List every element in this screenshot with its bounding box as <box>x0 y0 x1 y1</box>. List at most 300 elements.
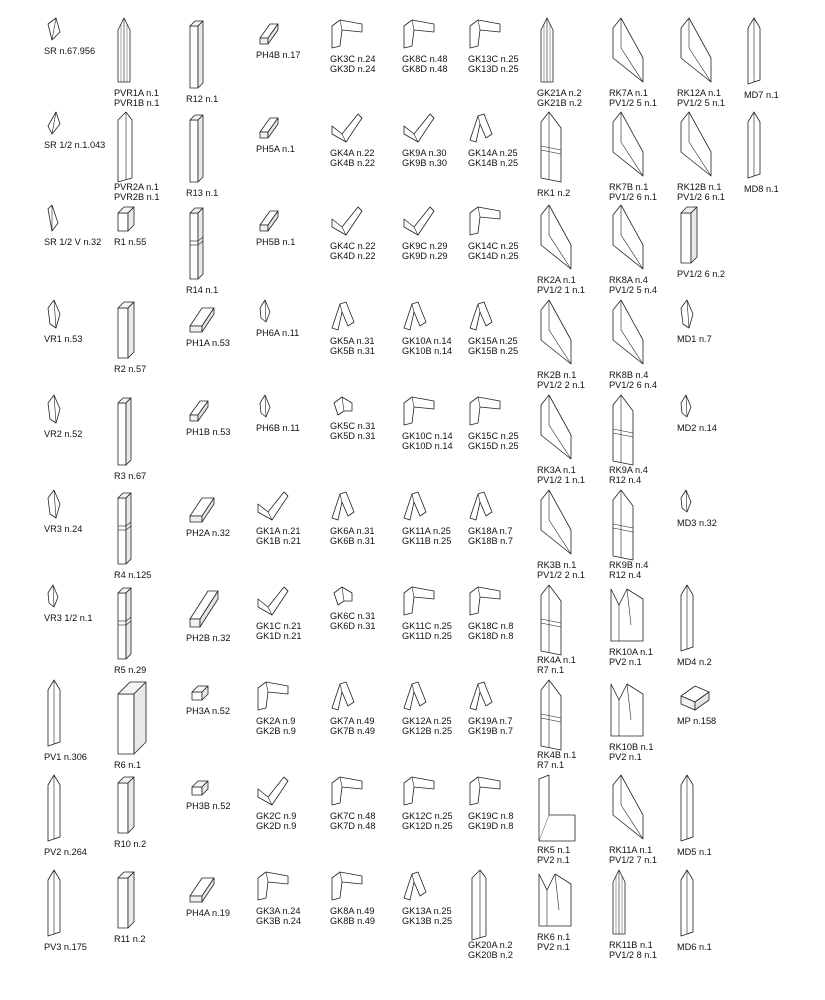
piece-label: RK12B n.1 <box>677 182 722 192</box>
piece-label-secondary: GK11D n.25 <box>402 631 452 641</box>
piece-label: GK12C n.25 <box>402 811 453 821</box>
piece-drawing <box>613 112 643 176</box>
piece-drawing <box>332 20 362 48</box>
piece-cell <box>402 397 453 451</box>
piece-label: GK18C n.8 <box>468 621 514 631</box>
piece-label: PV3 n.175 <box>44 942 87 952</box>
piece-cell <box>114 682 146 770</box>
piece-cell <box>186 498 230 538</box>
piece-label-secondary: GK9D n.29 <box>402 251 448 261</box>
piece-label: PH4A n.19 <box>186 908 230 918</box>
piece-label-secondary: GK3B n.24 <box>256 916 301 926</box>
piece-cell <box>186 115 218 198</box>
piece-label-secondary: GK5B n.31 <box>330 346 375 356</box>
piece-label: PV1/2 6 n.2 <box>677 269 726 279</box>
piece-cell <box>114 302 146 374</box>
piece-label-secondary: GK8B n.49 <box>330 916 375 926</box>
piece-label: VR3 1/2 n.1 <box>44 613 93 623</box>
piece-label: VR1 n.53 <box>44 334 83 344</box>
piece-label-secondary: GK20B n.2 <box>468 950 513 960</box>
piece-cell <box>609 112 657 202</box>
piece-cell <box>468 114 518 168</box>
piece-drawing <box>404 302 426 330</box>
piece-drawing <box>470 682 492 710</box>
piece-label: RK9B n.4 <box>609 560 649 570</box>
piece-label: RK8A n.4 <box>609 275 648 285</box>
piece-drawing <box>258 492 288 520</box>
piece-drawing <box>539 874 571 926</box>
piece-label-secondary: PV1/2 1 n.1 <box>537 475 586 485</box>
piece-label-secondary: GK10D n.14 <box>402 441 453 451</box>
piece-cell <box>44 112 105 150</box>
piece-drawing <box>332 492 354 520</box>
piece-drawing <box>681 775 693 841</box>
piece-label: PH6B n.11 <box>256 423 300 433</box>
piece-drawing <box>258 872 288 900</box>
piece-label: PV2 n.264 <box>44 847 87 857</box>
piece-label-secondary: GK7D n.48 <box>330 821 376 831</box>
piece-cell <box>468 207 519 261</box>
piece-label: R5 n.29 <box>114 665 147 675</box>
piece-label-secondary: GK4D n.22 <box>330 251 376 261</box>
piece-label: GK12A n.25 <box>402 716 452 726</box>
piece-cell <box>402 872 452 926</box>
piece-cell <box>677 395 717 433</box>
piece-label: SR 1/2 n.1.043 <box>44 140 106 150</box>
piece-drawing <box>48 585 58 607</box>
piece-drawing <box>613 490 633 560</box>
piece-drawing <box>332 114 362 142</box>
piece-label-secondary: PVR1B n.1 <box>114 98 160 108</box>
piece-label-secondary: GK21B n.2 <box>537 98 582 108</box>
piece-drawing <box>541 680 561 750</box>
piece-drawing <box>258 587 288 615</box>
piece-cell <box>186 401 230 437</box>
piece-cell <box>44 775 87 857</box>
piece-drawing <box>48 775 60 841</box>
piece-label: RK7A n.1 <box>609 88 648 98</box>
piece-label: VR2 n.52 <box>44 429 83 439</box>
piece-drawing <box>681 207 697 263</box>
piece-cell <box>609 589 653 667</box>
piece-cell <box>402 587 452 641</box>
piece-drawing <box>190 21 203 88</box>
piece-label: GK20A n.2 <box>468 940 513 950</box>
piece-label-secondary: GK10B n.14 <box>402 346 453 356</box>
piece-drawing <box>332 682 354 710</box>
piece-drawing <box>613 775 643 839</box>
piece-label-secondary: PV1/2 2 n.1 <box>537 570 586 580</box>
piece-drawing <box>48 395 60 423</box>
piece-drawing <box>332 872 362 900</box>
piece-label: GK14A n.25 <box>468 148 518 158</box>
piece-cell <box>186 208 218 295</box>
piece-drawing <box>470 587 500 615</box>
piece-label-secondary: R12 n.4 <box>609 570 642 580</box>
piece-drawing <box>611 589 643 641</box>
piece-label: RK4A n.1 <box>537 655 576 665</box>
piece-cell <box>677 775 712 857</box>
piece-drawing <box>48 490 60 518</box>
piece-label: RK8B n.4 <box>609 370 649 380</box>
piece-cell <box>114 493 151 580</box>
piece-label-secondary: PV2 n.1 <box>609 752 642 762</box>
piece-drawing <box>681 585 693 651</box>
piece-drawing <box>118 588 131 659</box>
piece-drawing <box>541 112 561 182</box>
piece-label: MD3 n.32 <box>677 518 717 528</box>
piece-cell <box>468 682 513 736</box>
piece-cell <box>609 18 657 108</box>
piece-label: PH6A n.11 <box>256 328 300 338</box>
piece-cell <box>114 777 146 849</box>
piece-drawing <box>681 870 693 936</box>
piece-cell <box>330 114 375 168</box>
piece-label-secondary: GK1B n.21 <box>256 536 301 546</box>
piece-cell <box>44 585 93 623</box>
piece-cell <box>537 205 585 295</box>
piece-label-secondary: GK5D n.31 <box>330 431 376 441</box>
piece-label: GK19A n.7 <box>468 716 513 726</box>
piece-label-secondary: GK13B n.25 <box>402 916 453 926</box>
piece-label: PH1A n.53 <box>186 338 230 348</box>
piece-drawing <box>48 300 60 328</box>
piece-label: GK14C n.25 <box>468 241 519 251</box>
piece-label-secondary: GK14B n.25 <box>468 158 519 168</box>
piece-label: GK10A n.14 <box>402 336 452 346</box>
piece-label: R11 n.2 <box>114 934 146 944</box>
piece-drawing <box>48 18 60 40</box>
piece-drawing <box>541 300 571 364</box>
piece-label: RK1 n.2 <box>537 188 571 198</box>
piece-drawing <box>260 211 278 231</box>
piece-label-secondary: GK19D n.8 <box>468 821 514 831</box>
piece-cell <box>186 781 230 811</box>
piece-cell <box>256 682 296 736</box>
piece-label-secondary: GK13D n.25 <box>468 64 519 74</box>
piece-label-secondary: PV2 n.1 <box>537 942 570 952</box>
piece-drawing <box>613 18 643 82</box>
piece-label-secondary: GK7B n.49 <box>330 726 375 736</box>
piece-drawing <box>118 18 130 82</box>
piece-label: GK5A n.31 <box>330 336 375 346</box>
piece-cell <box>468 397 519 451</box>
piece-label: SR n.67.956 <box>44 46 96 56</box>
piece-label: R12 n.1 <box>186 94 219 104</box>
piece-label: GK4C n.22 <box>330 241 376 251</box>
piece-label-secondary: GK9B n.30 <box>402 158 447 168</box>
piece-label-secondary: GK2B n.9 <box>256 726 296 736</box>
piece-cell <box>609 870 657 960</box>
piece-drawing <box>260 24 278 44</box>
piece-drawing <box>118 398 131 465</box>
piece-cell <box>468 492 513 546</box>
piece-cell <box>537 112 570 198</box>
piece-drawing <box>613 395 633 465</box>
piece-drawing <box>470 302 492 330</box>
piece-label: GK6C n.31 <box>330 611 376 621</box>
piece-cell <box>537 585 576 675</box>
piece-cell <box>186 21 218 104</box>
piece-label: RK7B n.1 <box>609 182 649 192</box>
piece-drawing <box>118 682 146 754</box>
piece-label-secondary: GK1D n.21 <box>256 631 302 641</box>
piece-drawing <box>681 112 711 176</box>
piece-drawing <box>334 397 352 415</box>
piece-label: PVR1A n.1 <box>114 88 159 98</box>
piece-cell <box>677 18 725 108</box>
piece-cell <box>256 211 295 247</box>
piece-cell <box>44 300 82 344</box>
piece-cell <box>537 874 571 952</box>
piece-label: RK10B n.1 <box>609 742 654 752</box>
piece-drawing <box>118 112 132 182</box>
piece-drawing <box>258 777 288 805</box>
piece-label: GK10C n.14 <box>402 431 453 441</box>
piece-drawing <box>472 870 486 940</box>
piece-label: MD2 n.14 <box>677 423 717 433</box>
piece-label: GK3A n.24 <box>256 906 301 916</box>
piece-drawing <box>613 300 643 364</box>
piece-cell <box>44 395 82 439</box>
piece-label-secondary: R7 n.1 <box>537 665 565 675</box>
piece-label: GK8C n.48 <box>402 54 448 64</box>
piece-label-secondary: GK6D n.31 <box>330 621 376 631</box>
piece-label-secondary: GK2D n.9 <box>256 821 297 831</box>
piece-drawing <box>190 498 214 522</box>
piece-label: GK6A n.31 <box>330 526 375 536</box>
piece-label: GK13C n.25 <box>468 54 519 64</box>
piece-cell <box>330 587 375 631</box>
piece-drawing <box>332 777 362 805</box>
piece-label: RK5 n.1 <box>537 845 571 855</box>
piece-cell <box>186 591 230 643</box>
piece-cell <box>677 300 712 344</box>
piece-label: MD5 n.1 <box>677 847 712 857</box>
piece-label: GK3C n.24 <box>330 54 376 64</box>
piece-label-secondary: PV2 n.1 <box>537 855 570 865</box>
piece-drawing <box>470 492 492 520</box>
piece-drawing <box>470 777 500 805</box>
piece-label: R13 n.1 <box>186 188 219 198</box>
piece-cell <box>330 492 375 546</box>
piece-drawing <box>404 114 434 142</box>
piece-cell <box>537 490 585 580</box>
piece-label-secondary: GK15B n.25 <box>468 346 519 356</box>
piece-label: RK11B n.1 <box>609 940 653 950</box>
piece-label: RK2B n.1 <box>537 370 577 380</box>
piece-drawing <box>334 587 352 605</box>
piece-drawing <box>192 686 208 700</box>
piece-label: R10 n.2 <box>114 839 147 849</box>
piece-drawing <box>190 878 214 902</box>
piece-label-secondary: PV1/2 8 n.1 <box>609 950 658 960</box>
piece-label: PVR2A n.1 <box>114 182 159 192</box>
piece-cell <box>744 112 779 194</box>
piece-drawing <box>48 112 60 134</box>
piece-cell <box>114 18 159 108</box>
piece-label: R2 n.57 <box>114 364 147 374</box>
piece-cell <box>537 18 582 108</box>
piece-cell <box>44 680 87 762</box>
piece-cell <box>256 777 296 831</box>
piece-cell <box>537 775 575 865</box>
piece-label: PH5B n.1 <box>256 237 296 247</box>
piece-label-secondary: GK8D n.48 <box>402 64 448 74</box>
piece-label: PH3A n.52 <box>186 706 230 716</box>
piece-label: PH4B n.17 <box>256 50 301 60</box>
piece-label: PH5A n.1 <box>256 144 295 154</box>
piece-cell <box>402 302 452 356</box>
piece-label: RK2A n.1 <box>537 275 576 285</box>
piece-cell <box>330 872 375 926</box>
piece-drawing <box>332 207 362 235</box>
piece-label-secondary: GK18D n.8 <box>468 631 514 641</box>
piece-drawing <box>190 208 203 279</box>
piece-cell <box>44 490 82 534</box>
piece-drawing <box>681 686 709 710</box>
piece-drawing <box>681 395 691 417</box>
piece-label: R1 n.55 <box>114 237 147 247</box>
piece-cell <box>256 395 300 433</box>
piece-label-secondary: PV1/2 6 n.1 <box>677 192 726 202</box>
piece-cell <box>609 775 657 865</box>
piece-label: RK11A n.1 <box>609 845 653 855</box>
piece-label-secondary: GK12B n.25 <box>402 726 453 736</box>
piece-cell <box>330 397 375 441</box>
piece-label: GK13A n.25 <box>402 906 452 916</box>
piece-cell <box>330 682 375 736</box>
piece-drawing <box>192 781 208 795</box>
piece-cell <box>114 872 146 944</box>
piece-label: PH3B n.52 <box>186 801 231 811</box>
piece-drawing <box>404 20 434 48</box>
piece-cell <box>256 24 300 60</box>
piece-drawing <box>404 872 426 900</box>
piece-cell <box>330 777 375 831</box>
piece-label: RK3B n.1 <box>537 560 577 570</box>
piece-cell <box>256 118 295 154</box>
piece-label-secondary: GK15D n.25 <box>468 441 519 451</box>
piece-cell <box>44 870 87 952</box>
piece-cell <box>402 20 447 74</box>
piece-drawing <box>48 205 58 231</box>
piece-label: PV1 n.306 <box>44 752 87 762</box>
piece-cell <box>186 686 230 716</box>
piece-drawing <box>611 684 643 736</box>
piece-cell <box>468 20 519 74</box>
piece-drawing <box>470 397 500 425</box>
piece-cell <box>402 492 451 546</box>
piece-cell <box>468 777 513 831</box>
piece-label: RK3A n.1 <box>537 465 576 475</box>
piece-drawing <box>48 870 60 936</box>
piece-label: RK10A n.1 <box>609 647 653 657</box>
piece-label: GK15A n.25 <box>468 336 518 346</box>
piece-drawing <box>404 682 426 710</box>
piece-label: PH2A n.32 <box>186 528 230 538</box>
piece-cell <box>114 398 146 481</box>
piece-drawing <box>748 112 760 178</box>
piece-cell <box>402 114 447 168</box>
piece-label: SR 1/2 V n.32 <box>44 237 102 247</box>
piece-label-secondary: PV1/2 5 n.1 <box>609 98 658 108</box>
piece-label: MP n.158 <box>677 716 717 726</box>
piece-label: R14 n.1 <box>186 285 219 295</box>
piece-drawing <box>681 490 691 512</box>
piece-cell <box>330 20 375 74</box>
piece-drawing <box>190 401 208 421</box>
piece-label-secondary: GK4B n.22 <box>330 158 375 168</box>
piece-cell <box>677 207 725 279</box>
piece-label-secondary: GK19B n.7 <box>468 726 513 736</box>
piece-drawing <box>539 775 575 841</box>
piece-cell <box>609 205 657 295</box>
piece-cell <box>744 18 779 100</box>
piece-label-secondary: PV2 n.1 <box>609 657 642 667</box>
piece-drawing <box>190 115 203 182</box>
piece-cell <box>114 112 159 202</box>
piece-label: GK11A n.25 <box>402 526 451 536</box>
piece-cell <box>402 207 447 261</box>
piece-cell <box>114 207 146 247</box>
piece-cell <box>537 680 576 770</box>
piece-label: RK6 n.1 <box>537 932 571 942</box>
piece-label: R3 n.67 <box>114 471 147 481</box>
piece-label: GK7C n.48 <box>330 811 376 821</box>
piece-drawing <box>118 302 134 358</box>
piece-cell <box>677 112 725 202</box>
piece-cell <box>114 588 146 675</box>
piece-cell <box>468 587 513 641</box>
piece-drawing <box>260 300 270 322</box>
piece-label-secondary: PVR2B n.1 <box>114 192 160 202</box>
piece-drawing <box>404 777 434 805</box>
piece-label-secondary: PV1/2 6 n.1 <box>609 192 658 202</box>
piece-label: VR3 n.24 <box>44 524 83 534</box>
piece-label-secondary: PV1/2 6 n.4 <box>609 380 658 390</box>
piece-cell <box>186 308 230 348</box>
piece-label: RK12A n.1 <box>677 88 721 98</box>
piece-cell <box>256 492 301 546</box>
piece-cell <box>330 207 375 261</box>
piece-cell <box>677 585 712 667</box>
piece-label: PH1B n.53 <box>186 427 231 437</box>
piece-cell <box>609 684 653 762</box>
piece-label-secondary: GK12D n.25 <box>402 821 453 831</box>
piece-cell <box>677 870 712 952</box>
piece-label: GK2A n.9 <box>256 716 296 726</box>
piece-label: MD4 n.2 <box>677 657 712 667</box>
piece-label-secondary: PV1/2 1 n.1 <box>537 285 586 295</box>
piece-label: GK9A n.30 <box>402 148 447 158</box>
piece-label: GK9C n.29 <box>402 241 448 251</box>
piece-label: GK5C n.31 <box>330 421 376 431</box>
piece-drawing <box>404 492 426 520</box>
piece-label: GK1A n.21 <box>256 526 301 536</box>
piece-label: GK21A n.2 <box>537 88 582 98</box>
piece-drawing <box>613 870 625 934</box>
piece-drawing <box>260 395 270 417</box>
piece-cell <box>677 686 716 726</box>
piece-drawing <box>404 207 434 235</box>
piece-drawing <box>332 302 354 330</box>
piece-drawing <box>613 205 643 269</box>
piece-label: GK11C n.25 <box>402 621 452 631</box>
piece-label: GK4A n.22 <box>330 148 375 158</box>
piece-label: GK7A n.49 <box>330 716 375 726</box>
piece-drawing <box>118 872 134 928</box>
